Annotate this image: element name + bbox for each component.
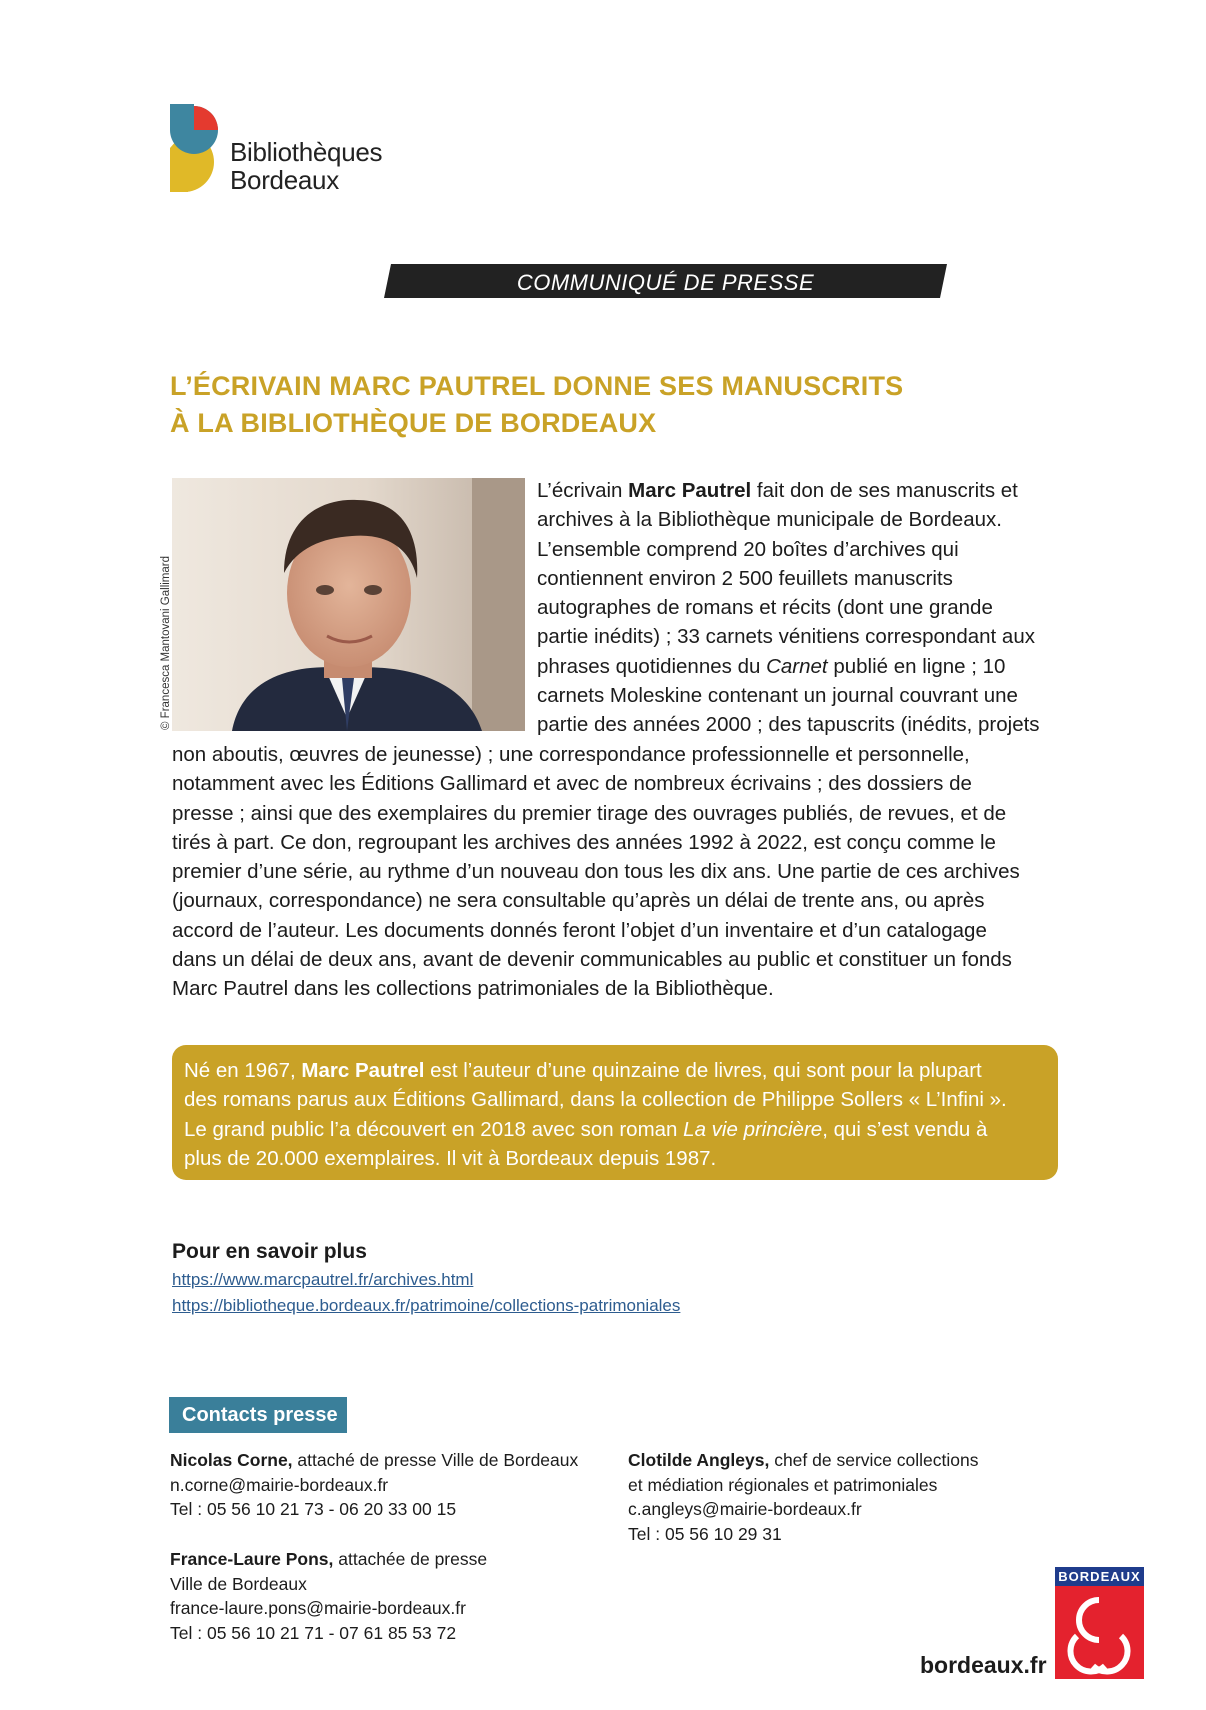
main-line: non aboutis, œuvres de jeunesse) ; une correspondance professionnelle et personnelle, bbox=[172, 743, 970, 766]
intro-line: L’ensemble comprend 20 boîtes d’archives qui bbox=[537, 537, 959, 561]
page-title bbox=[170, 368, 1070, 442]
bio-line: des romans parus aux Éditions Gallimard, dans la collection de Philippe Sollers « L’Infini ». bbox=[184, 1088, 1007, 1112]
main-line: dans un délai de deux ans, avant de devenir communicables au public et constituer un fonds bbox=[172, 948, 1012, 972]
contact-phone: Tel : 05 56 10 21 73 - 06 20 33 00 15 bbox=[170, 1499, 457, 1519]
contact-role: Ville de Bordeaux bbox=[170, 1573, 307, 1594]
contact-phone: Tel : 05 56 10 29 31 bbox=[628, 1523, 782, 1544]
bibliotheque-collections-link[interactable]: https://bibliotheque.bordeaux.fr/patrimoine/collections-patrimoniales bbox=[172, 1296, 681, 1315]
intro-line: phrases quotidiennes du Carnet publié en ligne ; 10 bbox=[537, 654, 1006, 678]
library-logo-icon bbox=[170, 104, 226, 192]
contact-role: et médiation régionales et patrimoniales bbox=[628, 1474, 938, 1495]
bio-line: Né en 1967, Marc Pautrel est l’auteur d’une quinzaine de livres, qui sont pour la plupart bbox=[184, 1059, 982, 1082]
main-line: notamment avec les Éditions Gallimard et avec de nombreux écrivains ; des dossiers de bbox=[172, 772, 972, 796]
contact-email[interactable]: n.corne@mairie-bordeaux.fr bbox=[170, 1474, 389, 1495]
more-info-heading: Pour en savoir plus bbox=[172, 1240, 367, 1263]
intro-line: contiennent environ 2 500 feuillets manuscrits bbox=[537, 566, 953, 590]
press-release-banner bbox=[384, 264, 947, 298]
contact-france-laure-pons: France-Laure Pons, attachée de presse Ville de Bordeaux france-laure.pons@mairie-bordeaux.fr Tel : 05 56 10 21 71 - 07 61 85 53 72 bbox=[170, 1547, 487, 1645]
main-line: tirés à part. Ce don, regroupant les archives des années 1992 à 2022, est conçu comme le bbox=[172, 830, 996, 854]
intro-line: partie des années 2000 ; des tapuscrits (inédits, projets bbox=[537, 713, 1040, 737]
title-line1: L’ÉCRIVAIN MARC PAUTREL DONNE SES MANUSCRITS bbox=[170, 371, 904, 401]
marcpautrel-archives-link[interactable]: https://www.marcpautrel.fr/archives.html bbox=[172, 1270, 474, 1289]
contact-nicolas-corne: Nicolas Corne, attaché de presse Ville de Bordeaux n.corne@mairie-bordeaux.fr Tel : 05 56 10 21 73 - 06 20 33 00 15 bbox=[170, 1448, 578, 1522]
intro-line: carnets Moleskine contenant un journal couvrant une bbox=[537, 684, 1018, 708]
logo-text bbox=[230, 138, 382, 194]
contact-clotilde-angleys: Clotilde Angleys, chef de service collections et médiation régionales et patrimoniales c.angleys@mairie-bordeaux.fr Tel : 05 56 10 29 31 bbox=[628, 1448, 978, 1546]
contacts-badge-label: Contacts presse bbox=[182, 1404, 338, 1426]
main-paragraph bbox=[172, 740, 1064, 1004]
contacts-press-badge bbox=[169, 1397, 347, 1433]
bordeaux-city-logo bbox=[1055, 1567, 1144, 1679]
footer-website[interactable]: bordeaux.fr bbox=[920, 1652, 1047, 1678]
contact-email[interactable]: c.angleys@mairie-bordeaux.fr bbox=[628, 1499, 862, 1519]
main-line: accord de l’auteur. Les documents donnés feront l’objet d’un inventaire et d’un catalogage bbox=[172, 918, 987, 942]
intro-line: archives à la Bibliothèque municipale de Bordeaux. bbox=[537, 508, 1002, 532]
logo-line1: Bibliothèques bbox=[230, 137, 383, 167]
contact-phone: Tel : 05 56 10 21 71 - 07 61 85 53 72 bbox=[170, 1622, 457, 1643]
intro-paragraph bbox=[537, 476, 1067, 740]
main-line: (journaux, correspondance) ne sera consultable qu’après un délai de trente ans, ou après bbox=[172, 889, 985, 913]
main-line: presse ; ainsi que des exemplaires du premier tirage des ouvrages publiés, de revues, et de bbox=[172, 801, 1007, 825]
bio-text bbox=[184, 1056, 1007, 1173]
contact-email[interactable]: france-laure.pons@mairie-bordeaux.fr bbox=[170, 1598, 466, 1618]
intro-line: autographes de romans et récits (dont une grande bbox=[537, 596, 993, 620]
main-line: premier d’une série, au rythme d’un nouveau don tous les dix ans. Une partie de ces archives bbox=[172, 860, 1020, 884]
intro-line: partie inédits) ; 33 carnets vénitiens correspondant aux bbox=[537, 625, 1035, 649]
bio-line: Le grand public l’a découvert en 2018 avec son roman La vie princière, qui s’est vendu à bbox=[184, 1117, 988, 1141]
crescent-emblem-icon bbox=[1055, 1586, 1144, 1679]
banner-label: COMMUNIQUÉ DE PRESSE bbox=[516, 270, 815, 295]
main-line: Marc Pautrel dans les collections patrimoniales de la Bibliothèque. bbox=[172, 977, 774, 1001]
bio-line: plus de 20.000 exemplaires. Il vit à Bordeaux depuis 1987. bbox=[184, 1146, 717, 1170]
title-line2: À LA BIBLIOTHÈQUE DE BORDEAUX bbox=[170, 408, 657, 438]
bordeaux-badge-label: BORDEAUX bbox=[1058, 1569, 1141, 1584]
bibliotheques-bordeaux-logo bbox=[170, 104, 400, 200]
photo-credit: © Francesca Mantovani Gallimard bbox=[160, 555, 172, 730]
logo-line2: Bordeaux bbox=[230, 165, 339, 195]
author-bio-box bbox=[172, 1045, 1058, 1180]
author-photo bbox=[172, 478, 525, 731]
intro-line: L’écrivain Marc Pautrel fait don de ses manuscrits et bbox=[537, 479, 1018, 502]
